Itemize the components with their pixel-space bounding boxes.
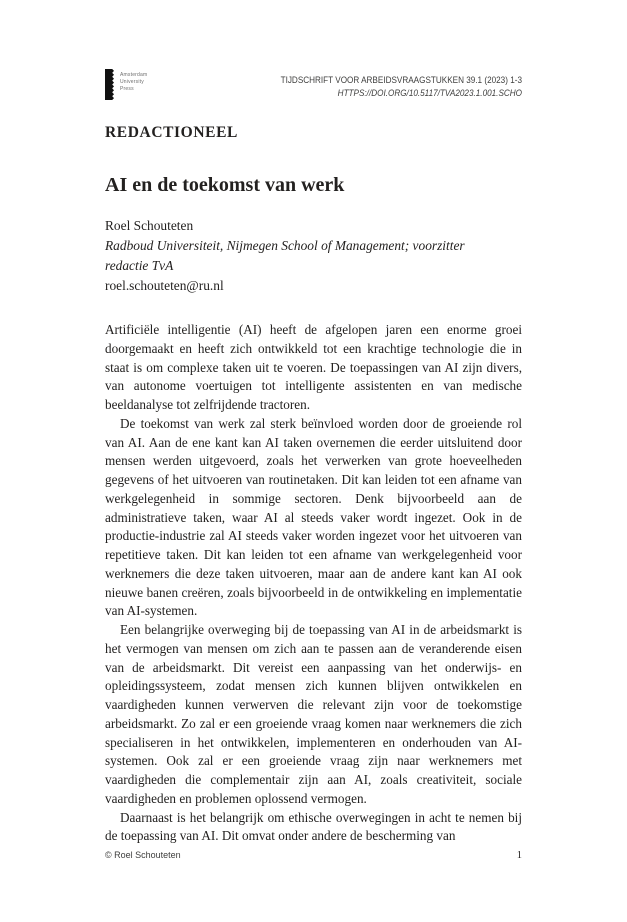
- author-affiliation-line: redactie TvA: [105, 258, 174, 273]
- author-affiliation-line: Radboud Universiteit, Nijmegen School of Management; voorzitter: [105, 238, 465, 253]
- amsterdam-university-press-logo: [105, 69, 147, 100]
- body-paragraph: De toekomst van werk zal sterk beïnvloed worden door de groeiende rol van AI. Aan de ene kant kan AI taken overnemen die eerder uitsluitend door mensen werden uitgevoerd, zoals het verwerken van grote hoeveelheden gegevens of het uitvoeren van routinetaken. Dit kan leiden tot een afname van werkgelegenheid in sommige sectoren. Denk bijvoorbeeld aan de administratieve taken, waar AI al steeds vaker wordt ingezet. Ook in de productie-industrie zal AI steeds vaker worden ingezet voor het uitvoeren van repetitieve taken. Dit kan leiden tot een afname van werkgelegenheid voor werknemers die deze taken uitvoeren, maar aan de andere kant kan AI ook nieuwe banen creëren, zoals bijvoorbeeld in de ontwikkeling en implementatie van AI-systemen.: [105, 415, 522, 619]
- body-paragraph: Daarnaast is het belangrijk om ethische overwegingen in acht te nemen bij de toepassing van AI. Dit omvat onder andere de bescherming van: [105, 809, 522, 844]
- aup-logo-mark-icon: [105, 69, 114, 100]
- body-paragraph: Een belangrijke overweging bij de toepassing van AI in de arbeidsmarkt is het vermogen van mensen om zich aan te passen aan de veranderende eisen van de arbeidsmarkt. Dit vereist een aanpassing van het onderwijs- en opleidingssysteem, zodat mensen zich kunnen blijven ontwikkelen en vaardigheden kunnen verwerven die relevant zijn voor de toekomstige arbeidsmarkt. Zo zal er een groeiende vraag komen naar werknemers die zich specialiseren in het ontwikkelen, implementeren en onderhouden van AI-systemen. Ook zal er een groeiende vraag zijn naar werknemers met vaardigheden die complementair zijn aan AI, zoals creativiteit, sociale vaardigheden en problemen oplossend vermogen.: [105, 622, 522, 806]
- author-block: [105, 216, 522, 296]
- article-title: AI en de toekomst van werk: [105, 174, 345, 196]
- author-name: Roel Schouteten: [105, 218, 194, 233]
- body-paragraph: Artificiële intelligentie (AI) heeft de afgelopen jaren een enorme groei doorgemaakt en heeft zich ontwikkeld tot een krachtige technologie die in staat is om complexe taken uit te voeren. De toepassingen van AI zijn divers, van autonome voertuigen tot intelligente assistenten en van medische beeldanalyse tot zelfrijdende tractoren.: [105, 322, 522, 412]
- doi-link[interactable]: HTTPS://DOI.ORG/10.5117/TVA2023.1.001.SCHO: [337, 88, 522, 99]
- journal-citation: TIJDSCHRIFT VOOR ARBEIDSVRAAGSTUKKEN 39.1 (2023) 1-3: [280, 75, 522, 86]
- page-number: 1: [516, 850, 522, 861]
- page-footer: [105, 850, 522, 861]
- copyright-notice: © Roel Schouteten: [105, 850, 181, 860]
- journal-info: [281, 69, 522, 100]
- aup-logo-text: [120, 69, 147, 100]
- aup-logo-text-line: Amsterdam: [120, 72, 148, 78]
- section-label: REDACTIONEEL: [105, 124, 238, 141]
- author-email-link[interactable]: roel.schouteten@ru.nl: [105, 278, 224, 293]
- aup-logo-text-line: University: [120, 79, 144, 86]
- article-body: [105, 321, 522, 850]
- aup-logo-text-line: Press: [120, 86, 134, 93]
- page-header: [105, 69, 522, 100]
